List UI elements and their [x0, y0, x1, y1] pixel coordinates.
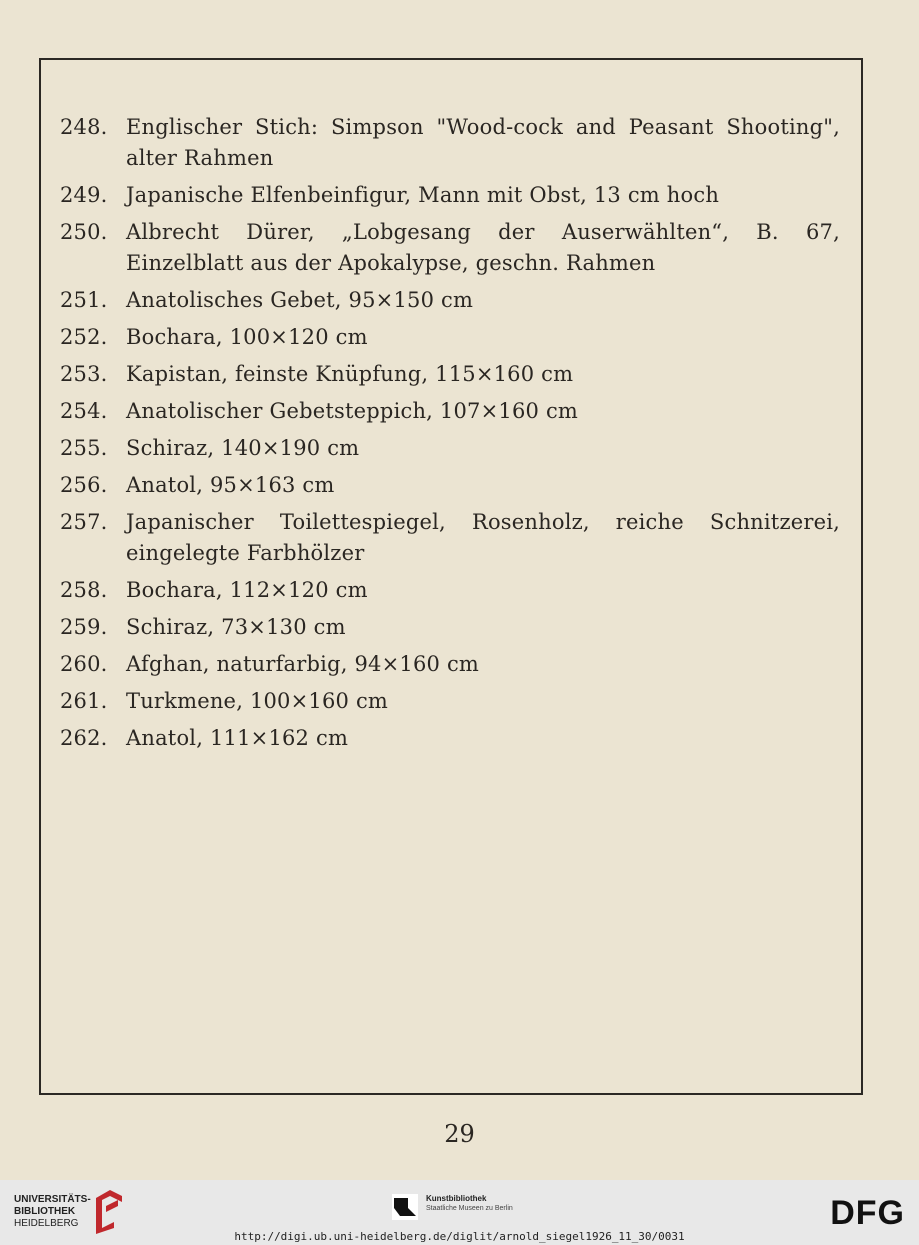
catalog-entry: [60, 575, 840, 606]
entry-text: Japanische Elfenbeinfigur, Mann mit Obst, 13 cm hoch: [126, 183, 720, 207]
catalog-entry: [60, 612, 840, 643]
entry-number: 261.: [60, 689, 108, 713]
university-logo-icon[interactable]: [92, 1188, 126, 1234]
entry-number: 256.: [60, 473, 108, 497]
catalog-entry: [60, 217, 840, 279]
entry-text: Anatol, 111×162 cm: [126, 726, 349, 750]
catalog-entry: [60, 649, 840, 680]
catalog-entry: [60, 396, 840, 427]
catalog-entry: [60, 359, 840, 390]
entry-number: 251.: [60, 288, 108, 312]
university-library-label[interactable]: [14, 1194, 91, 1230]
entry-text: Schiraz, 73×130 cm: [126, 615, 346, 639]
entry-number: 250.: [60, 220, 108, 244]
page-number: 29: [444, 1120, 475, 1148]
entry-text: Kapistan, feinste Knüpfung, 115×160 cm: [126, 362, 574, 386]
kunstbibliothek-icon: [392, 1194, 418, 1220]
dfg-logo[interactable]: DFG: [830, 1194, 905, 1232]
entry-number: 258.: [60, 578, 108, 602]
catalog-entry: [60, 723, 840, 754]
page-url[interactable]: http://digi.ub.uni-heidelberg.de/diglit/arnold_siegel1926_11_30/0031: [234, 1230, 685, 1243]
catalog-entry: [60, 285, 840, 316]
catalog-entry: [60, 507, 840, 569]
catalog-entry: [60, 112, 840, 174]
entry-number: 259.: [60, 615, 108, 639]
entry-text: Afghan, naturfarbig, 94×160 cm: [126, 652, 480, 676]
catalog-entry: [60, 433, 840, 464]
uni-line-1: UNIVERSITÄTS-: [14, 1194, 91, 1205]
entry-number: 248.: [60, 115, 108, 139]
entry-text: Japanischer Toilettespiegel, Rosenholz, reiche Schnitzerei, eingelegte Farbhölzer: [126, 510, 840, 565]
entry-text: Bochara, 112×120 cm: [126, 578, 368, 602]
uni-line-2: BIBLIOTHEK: [14, 1206, 76, 1217]
entry-number: 254.: [60, 399, 108, 423]
entry-number: 249.: [60, 183, 108, 207]
entry-text: Turkmene, 100×160 cm: [126, 689, 389, 713]
entry-text: Albrecht Dürer, „Lobgesang der Auserwählten“, B. 67, Einzelblatt aus der Apokalypse, geschn. Rahmen: [126, 220, 840, 275]
entry-number: 253.: [60, 362, 108, 386]
entry-number: 252.: [60, 325, 108, 349]
entry-number: 255.: [60, 436, 108, 460]
footer-bar: [0, 1180, 919, 1245]
kb-subtitle: Staatliche Museen zu Berlin: [426, 1205, 513, 1212]
entry-text: Anatolischer Gebetsteppich, 107×160 cm: [126, 399, 579, 423]
catalog-entry: [60, 180, 840, 211]
entry-number: 262.: [60, 726, 108, 750]
entry-number: 257.: [60, 510, 108, 534]
catalog-entry: [60, 470, 840, 501]
catalog-entry-list: [60, 112, 840, 760]
entry-text: Anatolisches Gebet, 95×150 cm: [126, 288, 474, 312]
catalog-entry: [60, 686, 840, 717]
uni-line-3: HEIDELBERG: [14, 1218, 79, 1229]
entry-number: 260.: [60, 652, 108, 676]
entry-text: Schiraz, 140×190 cm: [126, 436, 360, 460]
catalog-entry: [60, 322, 840, 353]
entry-text: Anatol, 95×163 cm: [126, 473, 335, 497]
entry-text: Bochara, 100×120 cm: [126, 325, 368, 349]
entry-text: Englischer Stich: Simpson "Wood-cock and Peasant Shooting", alter Rahmen: [126, 115, 840, 170]
kb-title: Kunstbibliothek: [426, 1194, 487, 1203]
